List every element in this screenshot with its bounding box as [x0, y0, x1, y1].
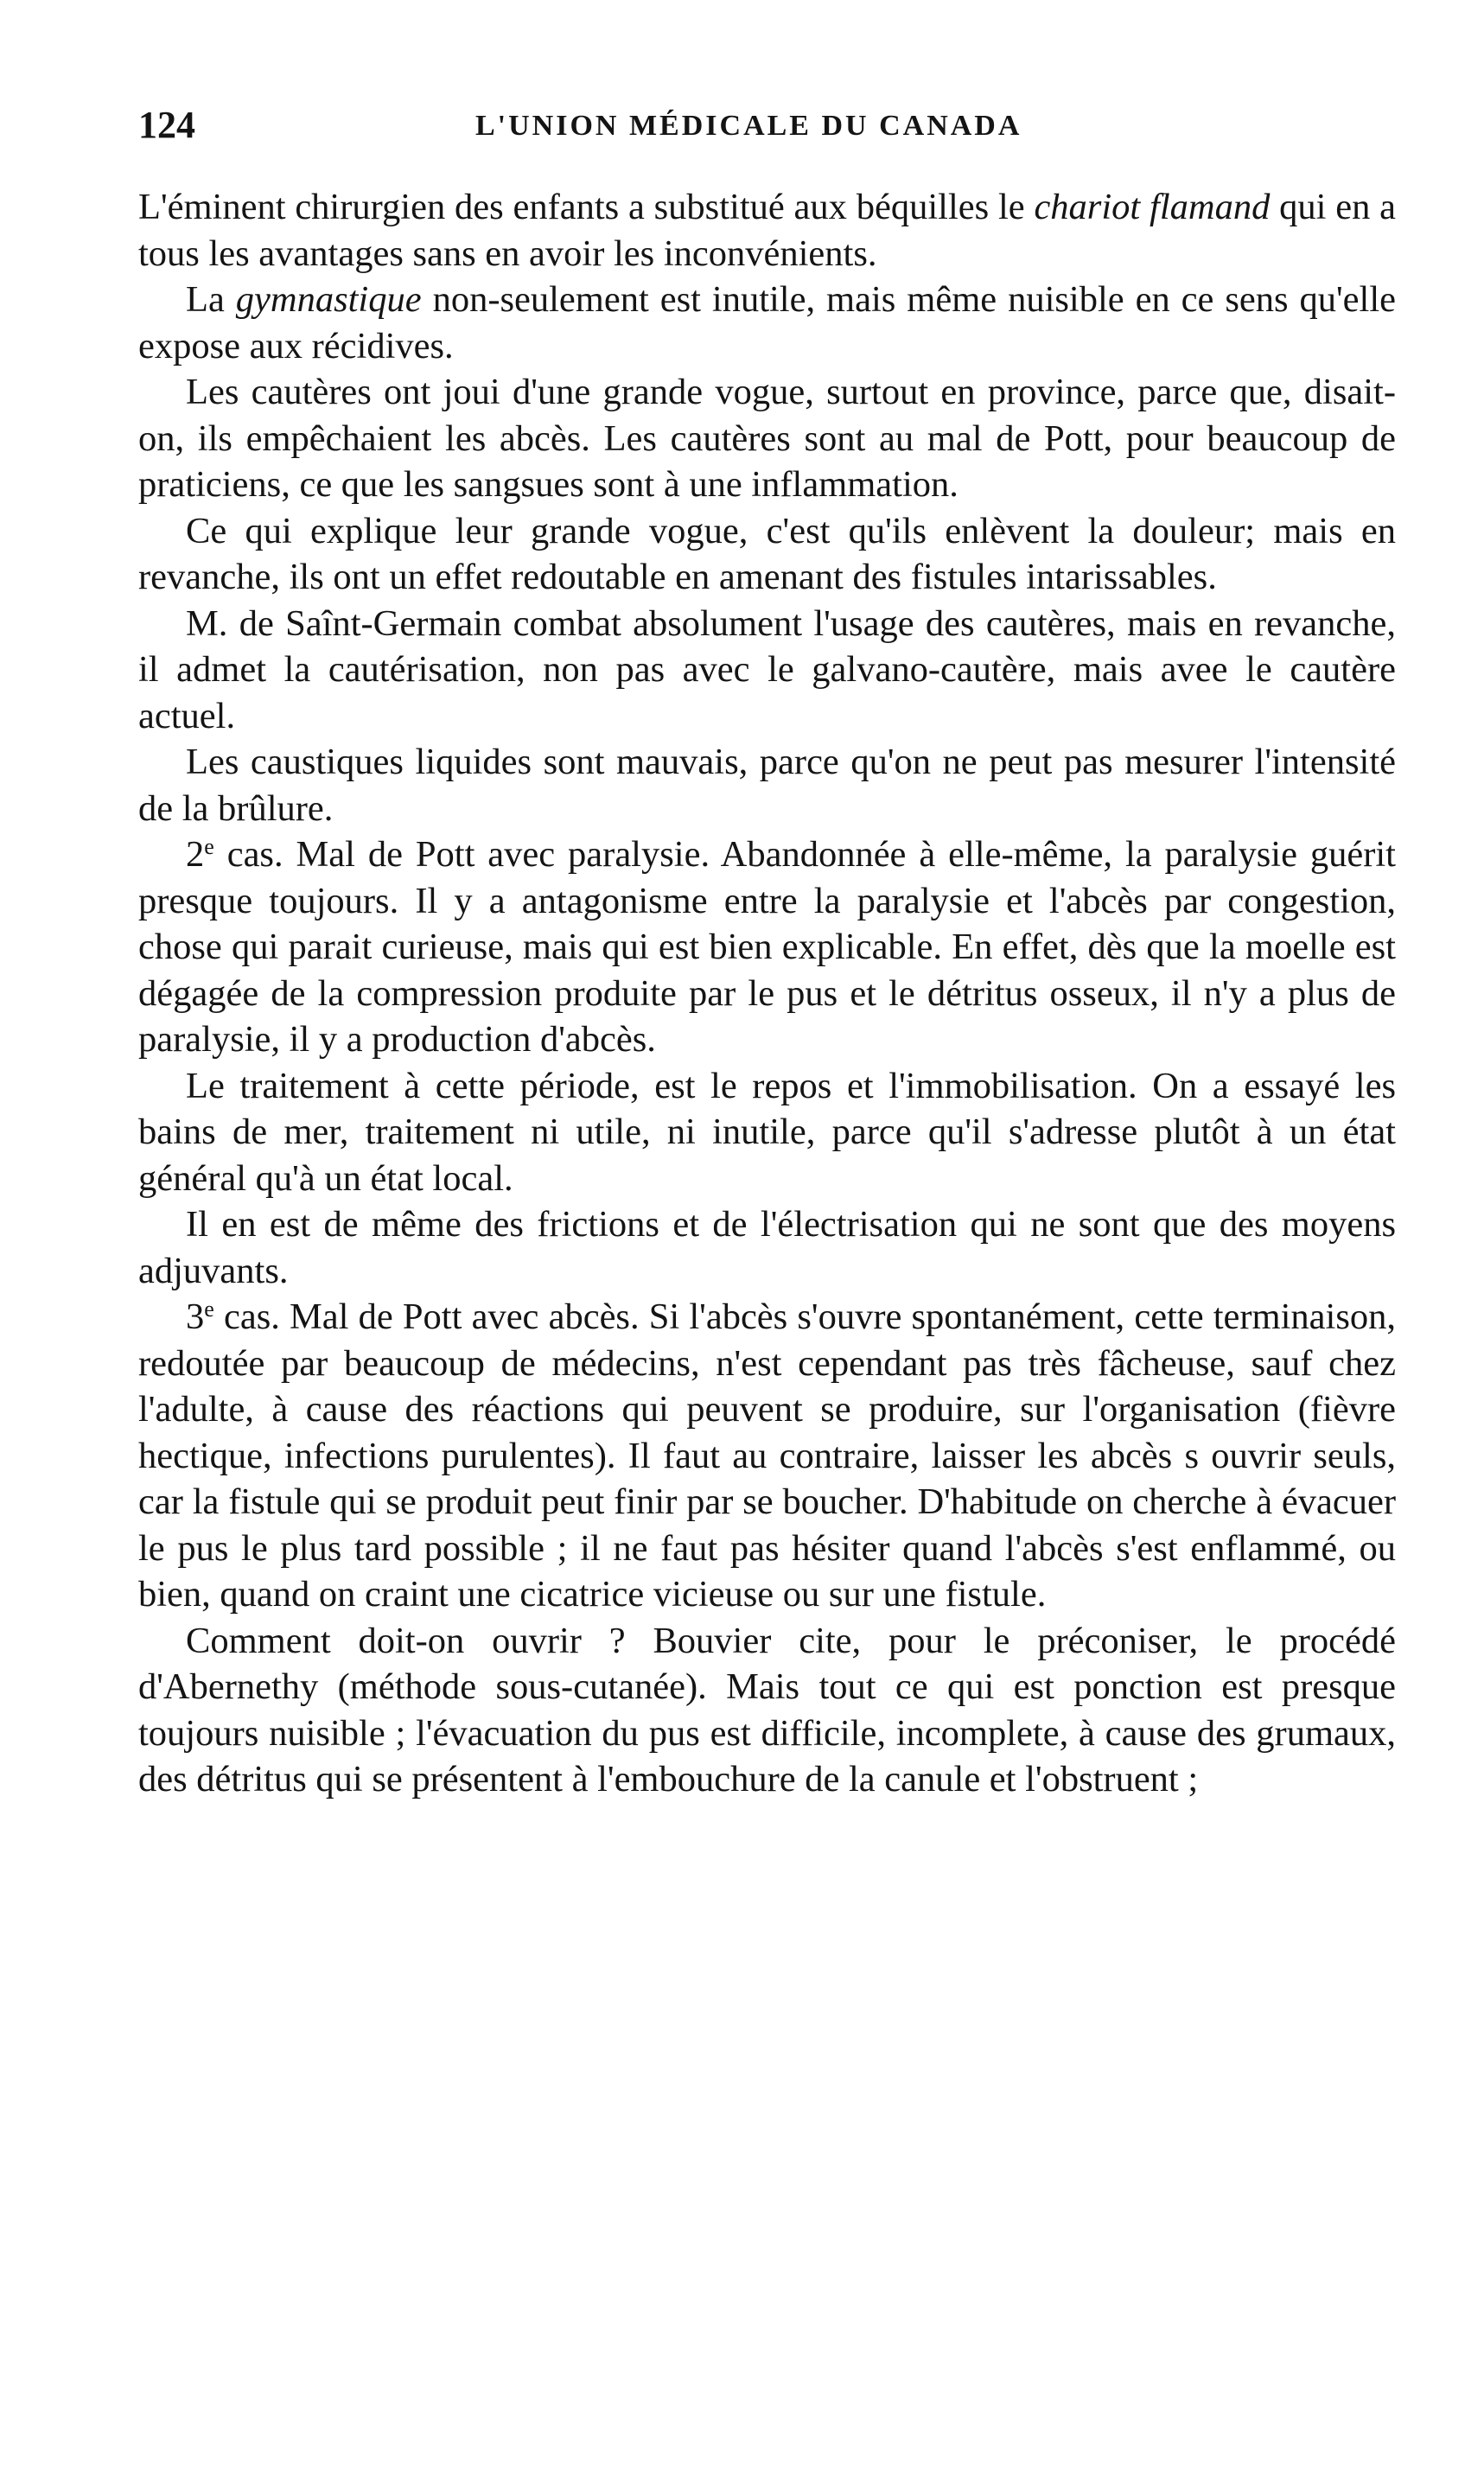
paragraph-4: Ce qui explique leur grande vogue, c'est qu'ils enlèvent la douleur; mais en revanche, ils ont un effet redoutable en amenant des fistules intarissables. [138, 510, 1396, 597]
paragraph-2-italic: gymnastique [235, 279, 422, 320]
paragraph-1-text-b: qui en a tous les avantages sans en avoir les inconvénients. [138, 187, 1397, 274]
journal-title: L'UNION MÉDICALE DU CANADA [475, 110, 1022, 142]
paragraph-10 [138, 1294, 1396, 1618]
body-text [138, 184, 1396, 1803]
paragraph-2-text-a: La [186, 279, 236, 320]
paragraph-3: Les cautères ont joui d'une grande vogue, surtout en province, parce que, disait-on, ils empêchaient les abcès. Les cautères sont au mal de Pott, pour beaucoup de praticiens, ce que les sangsues sont à une inflammation. [138, 372, 1396, 505]
paragraph-10-text: cas. Mal de Pott avec abcès. Si l'abcès s'ouvre spontanément, cette terminaison, redoutée par beaucoup de médecins, n'est cependant pas très fâcheuse, sauf chez l'adulte, à cause des réactions qui peuvent se produire, sur l'organisation (fièvre hectique, infections purulentes). Il faut au contraire, laisser les abcès s ouvrir seuls, car la fistule qui se produit peut finir par se boucher. D'habitude on cherche à évacuer le pus le plus tard possible ; il ne faut pas hésiter quand l'abcès s'est enflammé, ou bien, quand on craint une cicatrice vicieuse ou sur une fistule. [138, 1296, 1396, 1615]
running-head [138, 99, 1392, 151]
paragraph-7 [138, 831, 1396, 1063]
paragraph-5: M. de Saînt-Germain combat absolument l'usage des cautères, mais en revanche, il admet la cautérisation, non pas avec le galvano-cautère, mais avee le cautère actuel. [138, 602, 1396, 736]
case-ordinal-3: e [204, 1296, 214, 1322]
case-number-3: 3 [186, 1296, 205, 1337]
paragraph-1-italic: chariot flamand [1034, 187, 1271, 227]
paragraph-2 [138, 277, 1396, 369]
paragraph-1-text-a: L'éminent chirurgien des enfants a substitué aux béquilles le [138, 187, 1035, 227]
paragraph-1 [138, 184, 1396, 277]
paragraph-7-text: cas. Mal de Pott avec paralysie. Abandonnée à elle-même, la paralysie guérit presque toujours. Il y a antagonisme entre la paralysie et l'abcès par congestion, chose qui parait curieuse, mais qui est bien explicable. En effet, dès que la moelle est dégagée de la compression produite par le pus et le détritus osseux, il n'y a plus de paralysie, il y a production d'abcès. [138, 834, 1396, 1060]
paragraph-9: Il en est de même des frictions et de l'électrisation qui ne sont que des moyens adjuvants. [138, 1204, 1396, 1291]
paragraph-2-text-b: non-seulement est inutile, mais même nuisible en ce sens qu'elle expose aux récidives. [138, 279, 1396, 366]
paragraph-8: Le traitement à cette période, est le repos et l'immobilisation. On a essayé les bains de mer, traitement ni utile, ni inutile, parce qu'il s'adresse plutôt à un état général qu'à un état local. [138, 1065, 1396, 1199]
case-number-2: 2 [186, 834, 205, 875]
paragraph-6: Les caustiques liquides sont mauvais, parce qu'on ne peut pas mesurer l'intensité de la brûlure. [138, 742, 1396, 829]
case-ordinal-2: e [204, 834, 214, 859]
page-number: 124 [138, 104, 195, 146]
paragraph-11: Comment doit-on ouvrir ? Bouvier cite, pour le préconiser, le procédé d'Abernethy (méthode sous-cutanée). Mais tout ce qui est ponction est presque toujours nuisible ; l'évacuation du pus est difficile, incomplete, à cause des grumaux, des détritus qui se présentent à l'embouchure de la canule et l'obstruent ; [138, 1620, 1396, 1800]
